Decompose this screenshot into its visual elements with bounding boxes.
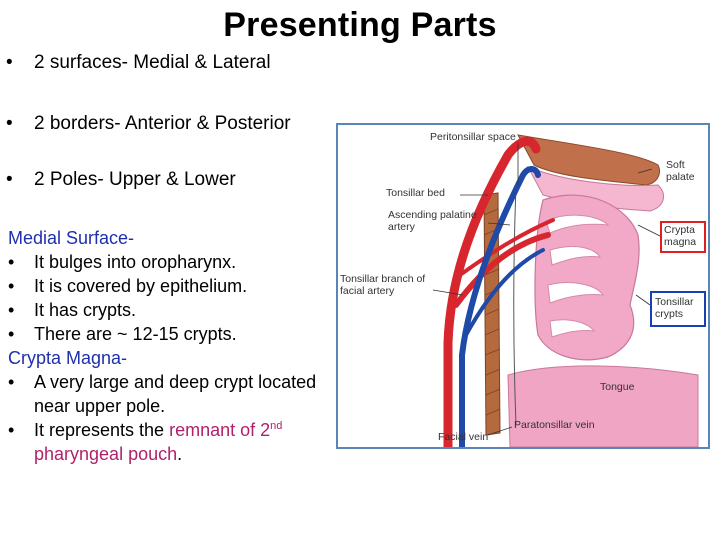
highlight-text: remnant of 2 bbox=[169, 420, 271, 440]
slide-title: Presenting Parts bbox=[223, 6, 497, 44]
bullet-text: 2 surfaces- Medial & Lateral bbox=[34, 52, 271, 73]
bullet-text: 2 Poles- Upper & Lower bbox=[34, 169, 236, 190]
bullet-dot: • bbox=[6, 113, 13, 134]
medial-item: • It is covered by epithelium. bbox=[8, 276, 248, 296]
label-peritonsillar-space: Peritonsillar space bbox=[430, 131, 516, 143]
bullet-dot: • bbox=[6, 169, 13, 190]
description-block bbox=[8, 226, 328, 466]
tonsil-anatomy-figure bbox=[336, 123, 710, 449]
bullet-poles bbox=[6, 169, 236, 191]
highlight-text: pharyngeal pouch bbox=[34, 444, 178, 464]
tongue bbox=[508, 366, 698, 447]
label-crypta-magna: Crypta magna bbox=[664, 224, 697, 248]
bullet-text: 2 borders- Anterior & Posterior bbox=[34, 113, 291, 134]
tonsillar-crypts-box bbox=[650, 291, 706, 327]
crypta-item: • It represents the remnant of 2nd pharyngeal pouch. bbox=[8, 420, 283, 464]
label-tonsillar-bed: Tonsillar bed bbox=[386, 187, 445, 199]
label-tonsillar-branch: Tonsillar branch of facial artery bbox=[340, 273, 426, 297]
medial-item: • It bulges into oropharynx. bbox=[8, 252, 237, 272]
label-tongue: Tongue bbox=[600, 381, 635, 393]
crypta-magna-box bbox=[660, 221, 706, 253]
crypta-item: • A very large and deep crypt located near upper pole. bbox=[8, 372, 317, 416]
crypta-magna-heading: Crypta Magna- bbox=[8, 348, 128, 368]
label-ascending-palatine-artery: Ascending palatine artery bbox=[388, 209, 477, 233]
medial-surface-heading: Medial Surface- bbox=[8, 228, 135, 248]
bullet-dot: • bbox=[6, 52, 13, 73]
label-paratonsillar-vein: Paratonsillar vein bbox=[514, 419, 595, 431]
medial-item: • There are ~ 12-15 crypts. bbox=[8, 324, 237, 344]
medial-item: • It has crypts. bbox=[8, 300, 137, 320]
bullet-surfaces bbox=[6, 52, 271, 74]
bullet-borders bbox=[6, 113, 291, 135]
label-tonsillar-crypts: Tonsillar crypts bbox=[655, 296, 694, 320]
label-facial-vein: Facial vein bbox=[438, 431, 489, 443]
label-soft-palate: Soft palate bbox=[666, 159, 695, 183]
